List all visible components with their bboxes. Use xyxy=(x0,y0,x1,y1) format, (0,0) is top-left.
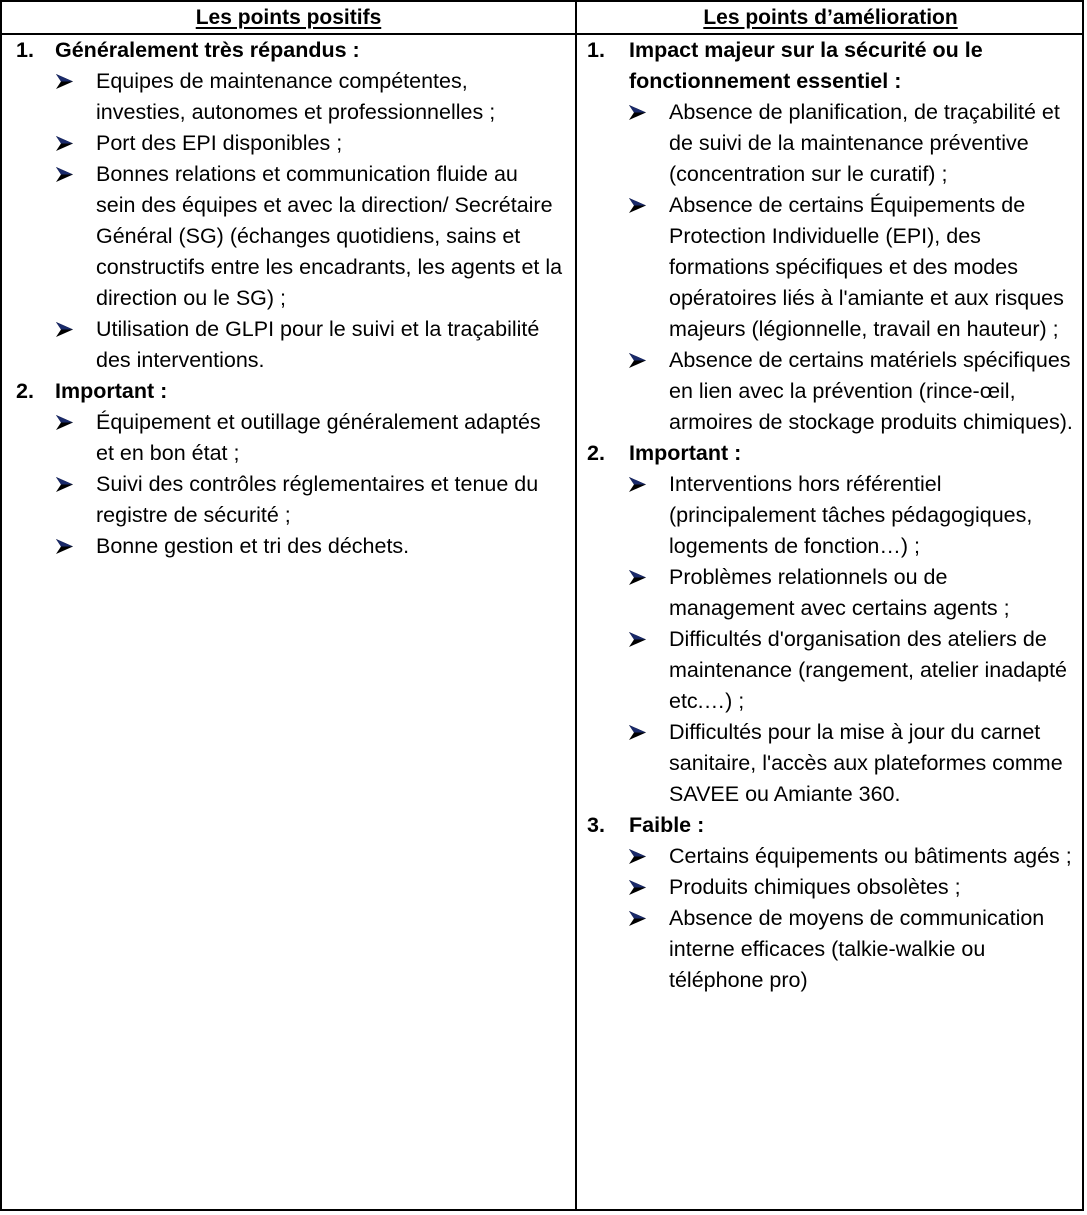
category-number: 2. xyxy=(16,379,34,403)
improvement-points-column xyxy=(577,35,1084,996)
arrowhead-bullet-icon xyxy=(627,717,647,748)
list-item xyxy=(577,562,1084,624)
category-heading xyxy=(577,35,1084,97)
arrowhead-bullet-icon xyxy=(627,345,647,376)
list-item xyxy=(2,407,575,469)
arrowhead-bullet-icon xyxy=(627,841,647,872)
list-item xyxy=(577,717,1084,810)
category-title: Important : xyxy=(629,441,742,465)
category-heading xyxy=(2,376,575,407)
arrowhead-bullet-icon xyxy=(54,469,74,500)
list-item-text: Port des EPI disponibles ; xyxy=(96,131,343,155)
arrowhead-bullet-icon xyxy=(54,407,74,438)
list-item-text: Absence de certains matériels spécifiques en lien avec la prévention (rince-œil, armoires de stockage produits chimiques). xyxy=(669,348,1073,434)
header-positive-points: Les points positifs xyxy=(195,5,382,29)
arrowhead-bullet-icon xyxy=(627,97,647,128)
arrowhead-bullet-icon xyxy=(627,562,647,593)
list-item-text: Difficultés pour la mise à jour du carnet sanitaire, l'accès aux plateformes comme SAVEE ou Amiante 360. xyxy=(669,720,1063,806)
arrowhead-bullet-icon xyxy=(54,531,74,562)
category-3 xyxy=(577,810,1084,996)
list-item xyxy=(2,531,575,562)
list-item xyxy=(2,469,575,531)
list-item xyxy=(577,97,1084,190)
list-item-text: Problèmes relationnels ou de management avec certains agents ; xyxy=(669,565,1010,620)
arrowhead-bullet-icon xyxy=(627,624,647,655)
list-item-text: Bonne gestion et tri des déchets. xyxy=(96,534,410,558)
list-item-text: Équipement et outillage généralement adaptés et en bon état ; xyxy=(96,410,541,465)
category-title: Impact majeur sur la sécurité ou le fonctionnement essentiel : xyxy=(629,38,983,93)
category-1 xyxy=(577,35,1084,438)
list-item xyxy=(2,314,575,376)
arrowhead-bullet-icon xyxy=(54,128,74,159)
category-2 xyxy=(2,376,575,562)
category-heading xyxy=(2,35,575,66)
category-number: 1. xyxy=(587,38,605,62)
arrowhead-bullet-icon xyxy=(54,159,74,190)
category-heading xyxy=(577,438,1084,469)
list-item-text: Bonnes relations et communication fluide au sein des équipes et avec la direction/ Secrétaire Général (SG) (échanges quotidiens, sains et constructifs entre les encadrants, les agents et la direction ou le SG) ; xyxy=(96,162,563,310)
arrowhead-bullet-icon xyxy=(54,66,74,97)
list-item xyxy=(2,66,575,128)
category-title: Faible : xyxy=(629,813,705,837)
list-item-text: Absence de certains Équipements de Protection Individuelle (EPI), des formations spécifiques et des modes opératoires liés à l'amiante et aux risques majeurs (légionnelle, travail en hauteur) ; xyxy=(669,193,1064,341)
list-item xyxy=(577,469,1084,562)
list-item xyxy=(577,872,1084,903)
list-item-text: Suivi des contrôles réglementaires et tenue du registre de sécurité ; xyxy=(96,472,539,527)
list-item xyxy=(577,345,1084,438)
category-number: 2. xyxy=(587,441,605,465)
category-2 xyxy=(577,438,1084,810)
category-heading xyxy=(577,810,1084,841)
list-item-text: Utilisation de GLPI pour le suivi et la traçabilité des interventions. xyxy=(96,317,540,372)
positive-points-column xyxy=(2,35,575,562)
arrowhead-bullet-icon xyxy=(627,903,647,934)
list-item xyxy=(577,841,1084,872)
arrowhead-bullet-icon xyxy=(627,190,647,221)
list-item-text: Equipes de maintenance compétentes, investies, autonomes et professionnelles ; xyxy=(96,69,496,124)
list-item xyxy=(2,128,575,159)
list-item-text: Absence de moyens de communication interne efficaces (talkie-walkie ou téléphone pro) xyxy=(669,906,1045,992)
list-item-text: Absence de planification, de traçabilité et de suivi de la maintenance préventive (concentration sur le curatif) ; xyxy=(669,100,1060,186)
category-title: Généralement très répandus : xyxy=(55,38,360,62)
list-item-text: Certains équipements ou bâtiments agés ; xyxy=(669,844,1072,868)
list-item-text: Difficultés d'organisation des ateliers de maintenance (rangement, atelier inadapté etc.…) ; xyxy=(669,627,1068,713)
category-title: Important : xyxy=(55,379,168,403)
arrowhead-bullet-icon xyxy=(54,314,74,345)
list-item xyxy=(577,903,1084,996)
list-item-text: Produits chimiques obsolètes ; xyxy=(669,875,961,899)
category-1 xyxy=(2,35,575,376)
list-item-text: Interventions hors référentiel (principalement tâches pédagogiques, logements de fonction…) ; xyxy=(669,472,1033,558)
arrowhead-bullet-icon xyxy=(627,469,647,500)
list-item xyxy=(577,190,1084,345)
list-item xyxy=(577,624,1084,717)
arrowhead-bullet-icon xyxy=(627,872,647,903)
category-number: 1. xyxy=(16,38,34,62)
list-item xyxy=(2,159,575,314)
header-improvement-points: Les points d’amélioration xyxy=(703,5,958,29)
category-number: 3. xyxy=(587,813,605,837)
